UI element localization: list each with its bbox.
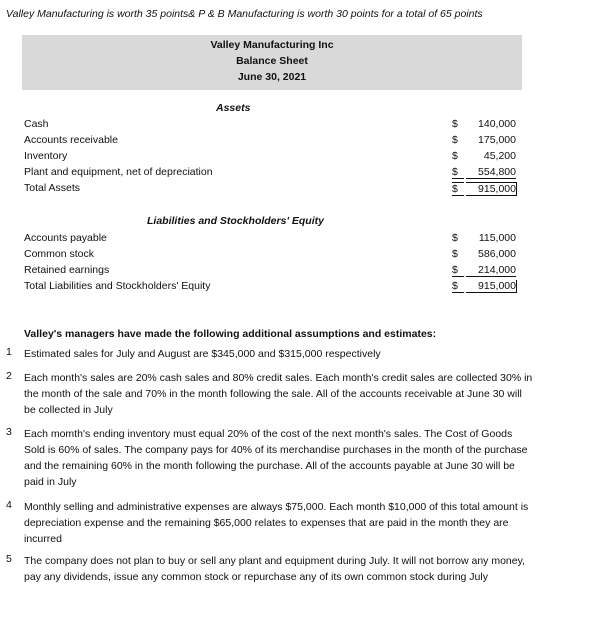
assumption-number: 2 <box>6 370 12 382</box>
asset-row-amount: 175,000 <box>478 134 516 146</box>
statement-date: June 30, 2021 <box>237 71 307 83</box>
balance-sheet-header <box>22 35 522 90</box>
liability-row-currency: $ <box>452 232 458 244</box>
asset-row-currency: $ <box>452 134 458 146</box>
asset-row-currency: $ <box>452 150 458 162</box>
assumption-text: Monthly selling and administrative expenses are always $75,000. Each month $10,000 of this total amount is depreciation expense and the remaining $65,000 relates to expenses that are paid in the month they are incurred <box>24 501 529 545</box>
liability-row-currency: $ <box>452 264 464 277</box>
liability-row-amount: 214,000 <box>466 264 516 277</box>
total-assets-label: Total Assets <box>24 182 81 194</box>
liability-row-amount: 115,000 <box>478 232 516 244</box>
assumption-number: 4 <box>6 499 12 511</box>
liability-row-label: Retained earnings <box>24 264 110 276</box>
company-name: Valley Manufacturing Inc <box>210 39 334 51</box>
asset-row-label: Accounts receivable <box>24 134 118 146</box>
assets-title: Assets <box>216 102 251 114</box>
asset-row-currency: $ <box>452 166 464 179</box>
total-assets-amount: 915,000 <box>466 182 517 196</box>
liability-row-label: Common stock <box>24 248 95 260</box>
assumption-text: Each month's sales are 20% cash sales and 80% credit sales. Each month's credit sales are collected 30% in the month of the sale and 70% in the month following the sale. All of the accounts receivable at June 30 will be collected in July <box>24 372 533 416</box>
total-liabilities-amount: 915,000 <box>466 280 517 293</box>
assumption-number: 3 <box>6 426 12 438</box>
total-assets-currency: $ <box>452 182 464 196</box>
assumption-number: 1 <box>6 346 12 358</box>
total-liabilities-label: Total Liabilities and Stockholders' Equity <box>24 280 211 292</box>
assumption-text: Each momth's ending inventory must equal 20% of the cost of the next month's sales. The Cost of Goods Sold is 60% of sales. The company pays for 40% of its merchandise purchases in the month of the purchase and the remaining 60% in the month following the purchase. All of the accounts payable at June 30 will be paid in July <box>24 428 528 488</box>
asset-row-amount: 140,000 <box>478 118 516 130</box>
liabilities-title: Liabilities and Stockholders' Equity <box>147 215 324 227</box>
asset-row-label: Inventory <box>24 150 68 162</box>
asset-row-amount: 554,800 <box>466 166 516 179</box>
assumption-text: The company does not plan to buy or sell any plant and equipment during July. It will not borrow any money, pay any dividends, issue any common stock or repurchase any of its own common stock during July <box>24 555 525 583</box>
total-liabilities-currency: $ <box>452 280 464 293</box>
assumptions-intro: Valley's managers have made the following additional assumptions and estimates: <box>24 328 437 340</box>
top-note: Valley Manufacturing is worth 35 points& P & B Manufacturing is worth 30 points for a total of 65 points <box>6 8 483 20</box>
asset-row-label: Cash <box>24 118 49 130</box>
assumption-number: 5 <box>6 553 12 565</box>
liability-row-amount: 586,000 <box>478 248 516 260</box>
asset-row-label: Plant and equipment, net of depreciation <box>24 166 213 178</box>
asset-row-amount: 45,200 <box>483 150 516 162</box>
statement-title: Balance Sheet <box>236 55 308 67</box>
asset-row-currency: $ <box>452 118 458 130</box>
liability-row-label: Accounts payable <box>24 232 107 244</box>
liability-row-currency: $ <box>452 248 458 260</box>
assumption-text: Estimated sales for July and August are $345,000 and $315,000 respectively <box>24 348 381 360</box>
